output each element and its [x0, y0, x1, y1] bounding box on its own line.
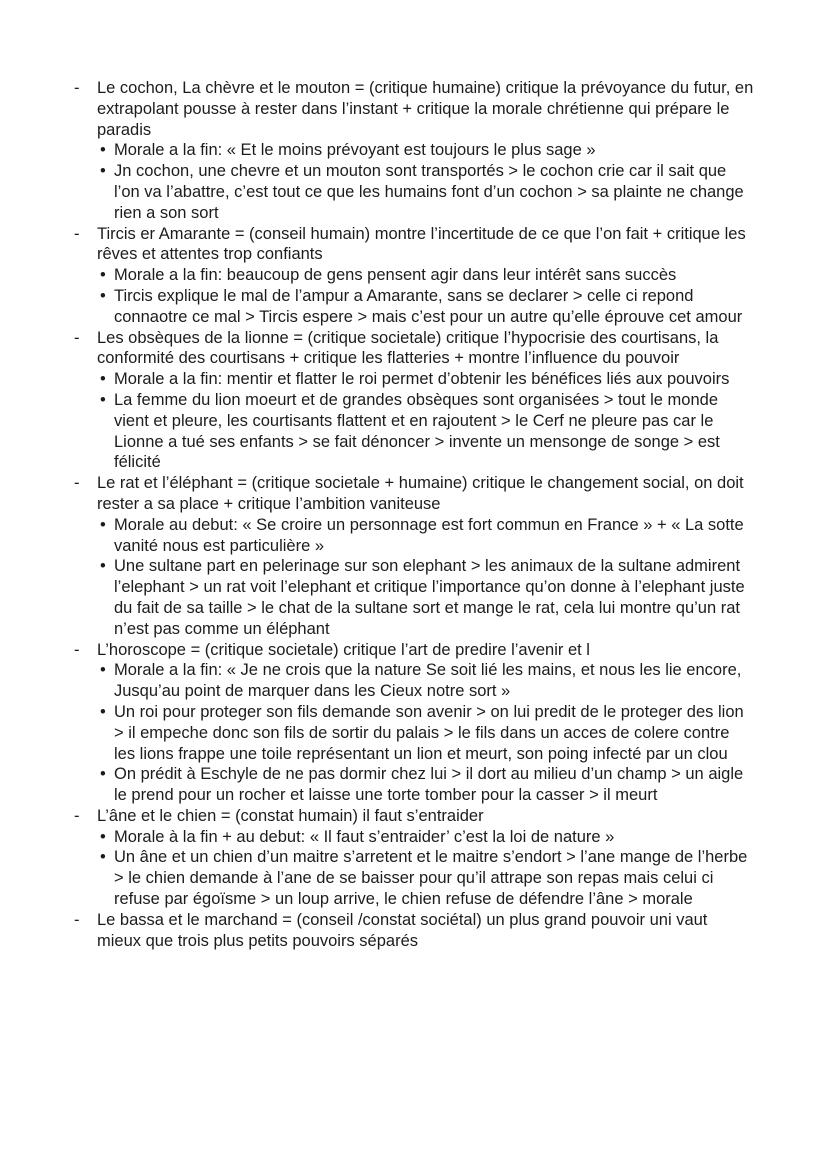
- fable-point: [97, 515, 754, 557]
- fable-point-text: Morale a la fin: « Je ne crois que la nature Se soit lié les mains, et nous les lie encore, Jusqu’au point de marquer dans les Cieux notre sort »: [114, 661, 742, 701]
- fable-point: [97, 764, 754, 806]
- fable-point: [97, 390, 754, 473]
- fable-point-text: Morale à la fin + au debut: « Il faut s’entraider’ c’est la loi de nature »: [114, 827, 615, 846]
- notes-list: [74, 78, 754, 951]
- fable-section: [74, 910, 754, 952]
- bullet-icon: •: [100, 557, 106, 576]
- fable-points: [97, 827, 754, 910]
- fable-points: [97, 660, 754, 806]
- dash-bullet-icon: -: [74, 806, 80, 825]
- bullet-icon: •: [100, 765, 106, 784]
- bullet-icon: •: [100, 661, 106, 680]
- fable-point: [97, 660, 754, 702]
- bullet-icon: •: [100, 827, 106, 846]
- fable-point-text: Un âne et un chien d’un maitre s’arretent et le maitre s’endort > l’ane mange de l’herbe > le chien demande à l’ane de se baisser pour qu’il attrape son repas mais celui ci refuse par égoïsme > un loup arrive, le chien refuse de défendre l’âne > morale: [114, 848, 748, 909]
- fable-section: [74, 224, 754, 328]
- fable-point: [97, 161, 754, 223]
- bullet-icon: •: [100, 266, 106, 285]
- fable-point-text: Jn cochon, une chevre et un mouton sont transportés > le cochon crie car il sait que l’on va l’abattre, c’est tout ce que les humains font d’un cochon > sa plainte ne change rien a son sort: [114, 162, 744, 222]
- fable-point-text: Tircis explique le mal de l’ampur a Amarante, sans se declarer > celle ci repond connaotre ce mal > Tircis espere > mais c’est pour un autre qu’elle éprouve cet amour: [114, 286, 743, 326]
- fable-points: [97, 515, 754, 640]
- bullet-icon: •: [100, 370, 106, 389]
- fable-points: [97, 369, 754, 473]
- fable-point: [97, 369, 754, 390]
- fable-point: [97, 140, 754, 161]
- fable-point-text: Morale a la fin: mentir et flatter le roi permet d’obtenir les bénéfices liés aux pouvoirs: [114, 370, 730, 389]
- fable-section: [74, 78, 754, 224]
- fable-point-text: La femme du lion moeurt et de grandes obsèques sont organisées > tout le monde vient et pleure, les courtisants flattent et en rajoutent > le Cerf ne pleure pas car le Lionne a tué ses enfants > se fait dénoncer > invente un mensonge de songe > est félicité: [114, 390, 720, 472]
- dash-bullet-icon: -: [74, 224, 80, 243]
- fable-point-text: Morale a la fin: beaucoup de gens pensent agir dans leur intérêt sans succès: [114, 266, 677, 285]
- fable-point: [97, 702, 754, 764]
- fable-section: [74, 806, 754, 910]
- bullet-icon: •: [100, 515, 106, 534]
- fable-summary: L’horoscope = (critique societale) critique l’art de predire l’avenir et l: [97, 640, 590, 659]
- bullet-icon: •: [100, 390, 106, 409]
- bullet-icon: •: [100, 702, 106, 721]
- fable-point: [97, 265, 754, 286]
- bullet-icon: •: [100, 848, 106, 867]
- dash-bullet-icon: -: [74, 79, 80, 97]
- bullet-icon: •: [100, 162, 106, 181]
- fable-point-text: Morale au debut: « Se croire un personnage est fort commun en France » + « La sotte vanité nous est particulière »: [114, 515, 744, 555]
- dash-bullet-icon: -: [74, 328, 80, 347]
- fable-points: [97, 265, 754, 327]
- fable-section: [74, 328, 754, 474]
- dash-bullet-icon: -: [74, 640, 80, 659]
- fable-point-text: Morale a la fin: « Et le moins prévoyant est toujours le plus sage »: [114, 141, 596, 160]
- fable-summary: Le rat et l’éléphant = (critique societale + humaine) critique le changement social, on doit rester a sa place + critique l’ambition vaniteuse: [97, 474, 744, 513]
- fable-summary: Le cochon, La chèvre et le mouton = (critique humaine) critique la prévoyance du futur, en extrapolant pousse à rester dans l’instant + critique la morale chrétienne qui prépare le paradis: [97, 79, 754, 139]
- fable-point-text: Une sultane part en pelerinage sur son elephant > les animaux de la sultane admirent l’elephant > un rat voit l’elephant et critique l’importance qu’on donne à l’elephant juste du fait de sa taille > le chat de la sultane sort et mange le rat, cela lui montre qu’un rat n’est pas comme un éléphant: [114, 557, 745, 638]
- fable-point: [97, 827, 754, 848]
- fable-point-text: On prédit à Eschyle de ne pas dormir chez lui > il dort au milieu d’un champ > un aigle le prend pour un rocher et laisse une torte tomber pour la casser > il meurt: [114, 765, 744, 805]
- fable-summary: Les obsèques de la lionne = (critique societale) critique l’hypocrisie des courtisans, la conformité des courtisans + critique les flatteries + montre l’influence du pouvoir: [97, 328, 719, 368]
- fable-point: [97, 556, 754, 639]
- bullet-icon: •: [100, 286, 106, 305]
- fable-section: [74, 473, 754, 639]
- bullet-icon: •: [100, 141, 106, 160]
- fable-section: [74, 640, 754, 806]
- fable-point: [97, 847, 754, 909]
- dash-bullet-icon: -: [74, 910, 80, 929]
- fable-summary: Le bassa et le marchand = (conseil /constat sociétal) un plus grand pouvoir uni vaut mieux que trois plus petits pouvoirs séparés: [97, 910, 708, 950]
- fable-point: [97, 286, 754, 328]
- fable-points: [97, 140, 754, 223]
- dash-bullet-icon: -: [74, 474, 80, 493]
- fable-point-text: Un roi pour proteger son fils demande son avenir > on lui predit de le proteger des lion > il empeche donc son fils de sortir du palais > le fils dans un acces de colere contre les lions frappe une toile représentant un lion et meurt, son poing infecté par un clou: [114, 702, 744, 763]
- fable-summary: Tircis er Amarante = (conseil humain) montre l’incertitude de ce que l’on fait + critique les rêves et attentes trop confiants: [97, 224, 746, 264]
- fable-summary: L’âne et le chien = (constat humain) il faut s’entraider: [97, 806, 484, 825]
